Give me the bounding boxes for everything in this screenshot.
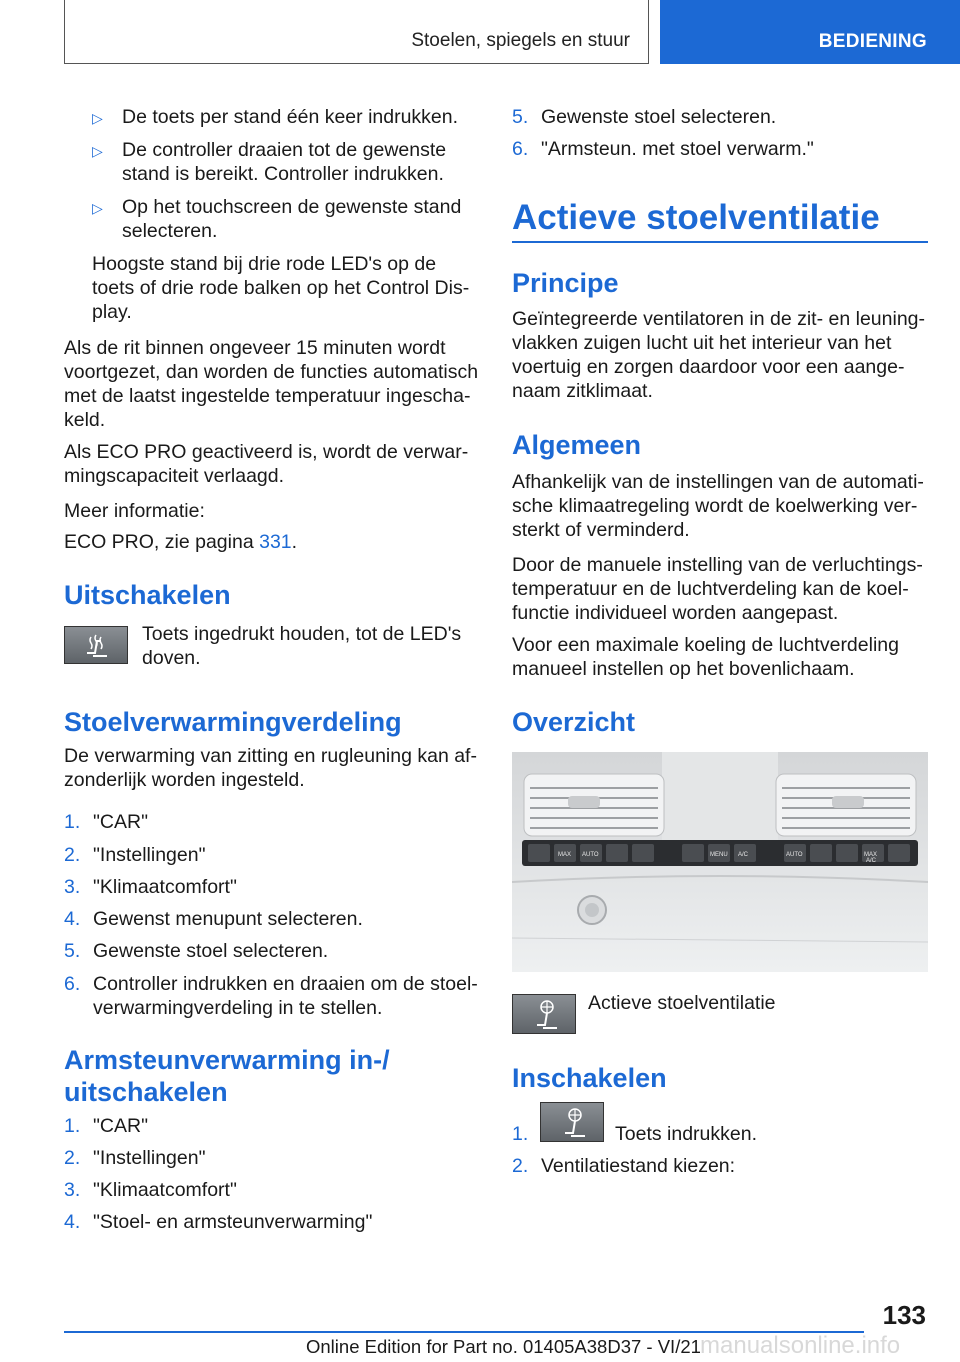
step-number: 6. xyxy=(512,138,529,160)
seat-ventilation-button-icon xyxy=(512,994,576,1034)
step-number: 3. xyxy=(64,1179,81,1201)
principe-text: Geïntegreerde ventilatoren in de zit- en leuning- vlakken zuigen lucht uit het interieur van het voertuig en zorgen daardoor voor een aange- naam zitklimaat. xyxy=(512,308,926,402)
step-item: "Instellingen" xyxy=(93,1147,206,1169)
paragraph: Meer informatie: xyxy=(64,500,205,522)
svg-text:A/C: A/C xyxy=(738,852,749,858)
paragraph: Als de rit binnen ongeveer 15 minuten wordt voortgezet, dan worden de functies automatisch met de laatst ingestelde temperatuur ingescha- keld. xyxy=(64,337,479,431)
bullet-item: De toets per stand één keer indrukken. xyxy=(122,106,459,128)
step-number: 2. xyxy=(64,844,81,866)
paragraph: Door de manuele instelling van de verluchtings- temperatuur en de luchtverdeling kan de koel- functie individueel worden aangepast. xyxy=(512,554,923,624)
page-link[interactable]: 331 xyxy=(259,531,292,553)
step-item: Gewenste stoel selecteren. xyxy=(93,940,329,962)
svg-text:MENU: MENU xyxy=(710,852,728,858)
step-item: "Stoel- en armsteunverwarming" xyxy=(93,1211,373,1233)
bullet-icon: ▷ xyxy=(92,143,103,159)
chapter-heading: Actieve stoelventilatie xyxy=(512,198,880,237)
page-reference: ECO PRO, zie pagina 331. xyxy=(64,531,298,553)
step-item: Gewenste stoel selecteren. xyxy=(541,106,777,128)
step-number: 1. xyxy=(64,811,81,833)
heading-rule xyxy=(512,241,928,243)
edition-footer: Online Edition for Part no. 01405A38D37 - VI/21 xyxy=(306,1336,701,1357)
step-item: Ventilatiestand kiezen: xyxy=(541,1155,736,1177)
section-heading-inschakelen: Inschakelen xyxy=(512,1063,667,1093)
section-heading-algemeen: Algemeen xyxy=(512,430,642,460)
step-number: 2. xyxy=(64,1147,81,1169)
step-item: "CAR" xyxy=(93,811,149,833)
step-number: 1. xyxy=(512,1123,529,1145)
dashboard-photo xyxy=(512,752,928,972)
bullet-item: Op het touchscreen de gewenste stand selecteren. xyxy=(122,196,462,242)
step-item: "Armsteun. met stoel verwarm." xyxy=(541,138,814,160)
step-item: Gewenst menupunt selecteren. xyxy=(93,908,363,930)
paragraph: Afhankelijk van de instellingen van de automati- sche klimaatregeling wordt de koelwerking ver- sterkt of verminderd. xyxy=(512,471,924,541)
bullet-item: De controller draaien tot de gewenste stand is bereikt. Controller indrukken. xyxy=(122,139,447,185)
watermark: manualsonline.info xyxy=(700,1332,901,1359)
step-number: 6. xyxy=(64,973,81,995)
bullet-icon: ▷ xyxy=(92,110,103,126)
verdeling-intro: De verwarming van zitting en rugleuning kan af- zonderlijk worden ingesteld. xyxy=(64,745,477,791)
section-title: Stoelen, spiegels en stuur xyxy=(411,30,630,51)
step-number: 1. xyxy=(64,1115,81,1137)
uitschakelen-text: Toets ingedrukt houden, tot de LED's doven. xyxy=(142,623,462,669)
step-number: 4. xyxy=(64,908,81,930)
section-heading-armsteun: Armsteunverwarming in-/ uitschakelen xyxy=(64,1045,390,1107)
step-number: 5. xyxy=(512,106,529,128)
svg-text:A/C: A/C xyxy=(866,858,877,864)
seat-heating-button-icon xyxy=(64,626,128,664)
page-number: 133 xyxy=(882,1300,926,1330)
section-heading-principe: Principe xyxy=(512,268,619,298)
section-heading-verdeling: Stoelverwarmingverdeling xyxy=(64,707,402,737)
step-item: "Klimaatcomfort" xyxy=(93,876,237,898)
chapter-tab[interactable] xyxy=(660,0,960,64)
step-number: 2. xyxy=(512,1155,529,1177)
icon-caption: Actieve stoelventilatie xyxy=(588,992,776,1014)
paragraph: Als ECO PRO geactiveerd is, wordt de verwar- mingscapaciteit verlaagd. xyxy=(64,441,469,487)
svg-text:AUTO: AUTO xyxy=(582,852,599,858)
step-item: "CAR" xyxy=(93,1115,149,1137)
chapter-tab-label: BEDIENING xyxy=(818,31,927,52)
paragraph: Voor een maximale koeling de luchtverdeling manueel instellen op het bovenlichaam. xyxy=(512,634,899,680)
step-number: 4. xyxy=(64,1211,81,1233)
step-number: 3. xyxy=(64,876,81,898)
bullet-icon: ▷ xyxy=(92,200,103,216)
step-item: "Klimaatcomfort" xyxy=(93,1179,237,1201)
svg-text:MAX: MAX xyxy=(558,852,572,858)
svg-text:AUTO: AUTO xyxy=(786,852,803,858)
step-item: "Instellingen" xyxy=(93,844,206,866)
step-item: Controller indrukken en draaien om de stoel- verwarmingverdeling in te stellen. xyxy=(93,973,478,1019)
step-item: Toets indrukken. xyxy=(615,1123,757,1145)
step-number: 5. xyxy=(64,940,81,962)
section-heading-overzicht: Overzicht xyxy=(512,707,636,737)
seat-ventilation-button-icon xyxy=(540,1102,604,1142)
svg-text:MAX: MAX xyxy=(864,852,878,858)
section-heading-uitschakelen: Uitschakelen xyxy=(64,580,231,610)
note-text: Hoogste stand bij drie rode LED's op de toets of drie rode balken op het Control Dis- play. xyxy=(92,253,470,323)
